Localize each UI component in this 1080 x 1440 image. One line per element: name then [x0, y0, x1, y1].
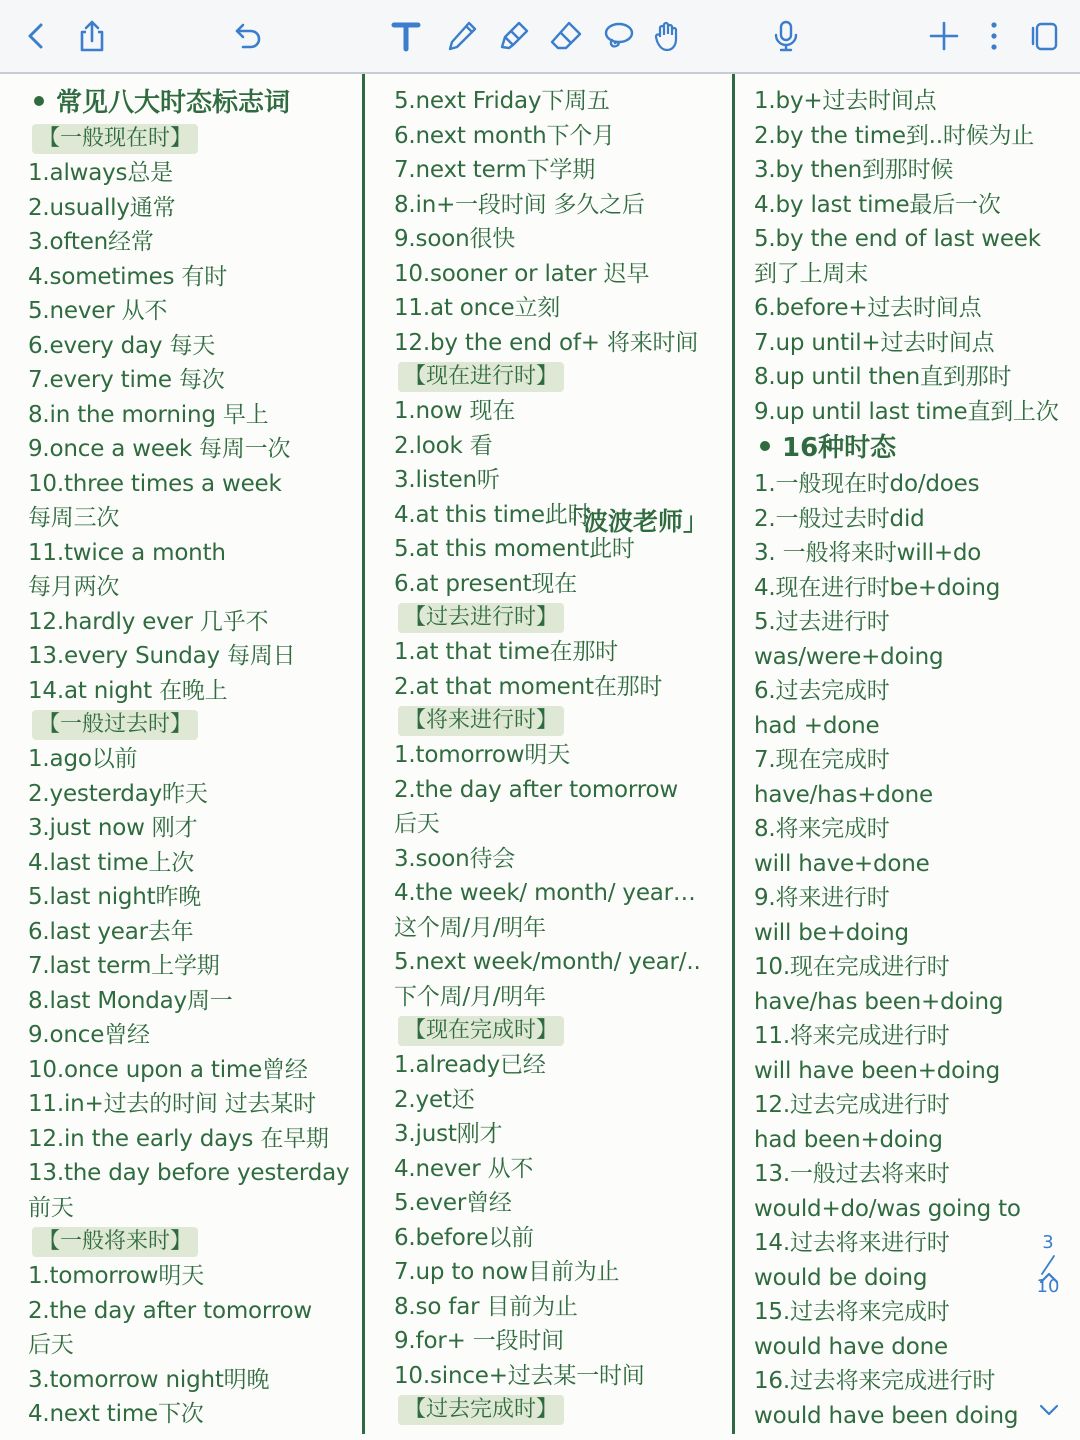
eraser-tool-icon[interactable]: [544, 14, 588, 58]
list-item: 10.sooner or later 迟早: [394, 260, 650, 287]
more-icon[interactable]: [972, 14, 1016, 58]
list-item: 6.every day 每天: [28, 332, 216, 359]
tense-tag: 【现在完成时】: [398, 1016, 564, 1046]
list-item: 4.现在进行时be+doing: [754, 574, 1001, 601]
list-item: 7.up to now目前为止: [394, 1259, 620, 1285]
list-item: 1.at that time在那时: [394, 639, 618, 665]
list-item: 8.so far 目前为止: [394, 1293, 578, 1320]
list-item: 4.at this time此时: [394, 501, 591, 528]
list-item: 13.一般过去将来时: [754, 1161, 950, 1187]
pages-icon[interactable]: [1022, 14, 1066, 58]
list-item: 6.before以前: [394, 1224, 534, 1251]
hand-tool-icon[interactable]: [646, 14, 690, 58]
list-item: 1.tomorrow明天: [28, 1263, 204, 1289]
list-item: 10.three times a week: [28, 470, 282, 497]
bullet-icon: [34, 96, 44, 106]
list-item: 1.already已经: [394, 1052, 546, 1078]
list-item: 13.the day before yesterday: [28, 1160, 350, 1186]
tense-tag: 【一般现在时】: [32, 124, 198, 154]
list-item: have/has been+doing: [754, 988, 1004, 1015]
list-item: 13.every Sunday 每周日: [28, 643, 296, 669]
list-item: will have+done: [754, 850, 930, 877]
list-item: 10.现在完成进行时: [754, 954, 950, 980]
list-item: 9.once a week 每周一次: [28, 436, 291, 462]
list-item: would have been doing: [754, 1402, 1019, 1429]
list-item: 8.up until then直到那时: [754, 364, 1012, 390]
pen-tool-icon[interactable]: [440, 14, 484, 58]
list-item: 每月两次: [28, 574, 120, 600]
list-item: 这个周/月/明年: [394, 914, 546, 941]
list-item: will have been+doing: [754, 1057, 1001, 1084]
total-pages: 10: [1036, 1276, 1060, 1297]
list-item: 6.at present现在: [394, 570, 577, 597]
list-item: 1.tomorrow明天: [394, 742, 570, 768]
column-2: [394, 84, 701, 1427]
list-item: would have done: [754, 1333, 948, 1360]
list-item: 12.in the early days 在早期: [28, 1125, 329, 1152]
toolbar: [0, 0, 1080, 74]
list-item: 7.next term下学期: [394, 157, 596, 183]
note-page[interactable]: [0, 74, 1080, 1440]
list-item: 3.just now 刚才: [28, 815, 198, 841]
list-item: 5.last night昨晚: [28, 884, 202, 910]
lasso-tool-icon[interactable]: [596, 14, 640, 58]
section-heading: [754, 429, 1059, 467]
list-item: 7.every time 每次: [28, 367, 225, 393]
column-divider: [732, 74, 735, 1434]
bullet-icon: [760, 441, 770, 451]
undo-icon[interactable]: [226, 14, 270, 58]
watermark-text: 「波波老师」: [558, 507, 709, 536]
page-indicator: [1028, 1232, 1068, 1298]
list-item: 11.in+过去的时间 过去某时: [28, 1091, 316, 1117]
list-item: 10.once upon a time曾经: [28, 1056, 308, 1083]
tense-tag: 【现在进行时】: [398, 362, 564, 392]
list-item: 12.hardly ever 几乎不: [28, 608, 269, 635]
list-item: would+do/was going to: [754, 1195, 1021, 1222]
list-item: 2.look 看: [394, 432, 493, 459]
tense-tag: 【一般将来时】: [32, 1227, 198, 1257]
list-item: will be+doing: [754, 919, 909, 946]
text-tool-icon[interactable]: [384, 14, 428, 58]
list-item: 到了上周末: [754, 260, 869, 287]
column-divider: [362, 74, 365, 1434]
list-item: 2.usually通常: [28, 194, 176, 221]
highlighter-tool-icon[interactable]: [492, 14, 536, 58]
list-item: 5.by the end of last week: [754, 226, 1041, 252]
chevron-down-icon: [1036, 1400, 1062, 1420]
list-item: 11.twice a month: [28, 539, 226, 566]
list-item: 9.soon很快: [394, 226, 516, 252]
list-item: 12.过去完成进行时: [754, 1092, 950, 1118]
list-item: 11.at once立刻: [394, 295, 561, 321]
list-item: 2.by the time到..时候为止: [754, 122, 1035, 149]
next-page-button[interactable]: [1036, 1400, 1062, 1420]
list-item: 4.never 从不: [394, 1155, 534, 1182]
list-item: 5.next Friday下周五: [394, 88, 610, 114]
list-item: 3.by then到那时候: [754, 157, 954, 183]
list-item: 3.soon待会: [394, 845, 516, 872]
list-item: 1.now 现在: [394, 398, 516, 424]
list-item: 6.next month下个月: [394, 122, 615, 149]
list-item: 3.just刚才: [394, 1121, 503, 1147]
add-icon[interactable]: [922, 14, 966, 58]
list-item: 3.tomorrow night明晚: [28, 1366, 270, 1393]
heading-text: 常见八大时态标志词: [56, 88, 291, 118]
list-item: 8.in+一段时间 多久之后: [394, 191, 645, 218]
list-item: 2.the day after tomorrow: [28, 1297, 312, 1324]
list-item: 5.next week/month/ year/..: [394, 949, 701, 975]
list-item: 5.at this moment此时: [394, 536, 635, 562]
list-item: 后天: [28, 1332, 74, 1358]
current-page: 3: [1042, 1232, 1054, 1253]
list-item: 7.up until+过去时间点: [754, 329, 995, 356]
list-item: 2.一般过去时did: [754, 505, 925, 532]
list-item: 9.once曾经: [28, 1022, 150, 1048]
list-item: 12.by the end of+ 将来时间: [394, 329, 699, 356]
list-item: 6.before+过去时间点: [754, 295, 982, 321]
share-icon[interactable]: [70, 14, 114, 58]
column-3: [754, 84, 1059, 1433]
list-item: 3. 一般将来时will+do: [754, 540, 982, 566]
list-item: 5.ever曾经: [394, 1190, 512, 1216]
list-item: 5.过去进行时: [754, 609, 890, 635]
back-icon[interactable]: [14, 14, 58, 58]
microphone-icon[interactable]: [764, 14, 808, 58]
list-item: 16.过去将来完成进行时: [754, 1368, 996, 1394]
list-item: 8.in the morning 早上: [28, 401, 269, 428]
list-item: 后天: [394, 811, 440, 837]
list-item: 1.by+过去时间点: [754, 88, 937, 114]
list-item: 15.过去将来完成时: [754, 1299, 950, 1325]
list-item: 前天: [28, 1194, 74, 1221]
tense-tag: 【过去进行时】: [398, 603, 564, 633]
list-item: 14.at night 在晚上: [28, 677, 228, 704]
list-item: 9.up until last time直到上次: [754, 398, 1059, 425]
list-item: 4.sometimes 有时: [28, 263, 228, 290]
list-item: 11.将来完成进行时: [754, 1023, 950, 1049]
list-item: 每周三次: [28, 505, 120, 531]
section-heading: [28, 84, 349, 122]
list-item: 9.将来进行时: [754, 885, 890, 911]
list-item: 3.listen听: [394, 467, 500, 493]
list-item: 4.next time下次: [28, 1401, 204, 1427]
list-item: 9.for+ 一段时间: [394, 1328, 564, 1354]
column-1: [28, 84, 349, 1432]
list-item: 10.since+过去某一时间: [394, 1362, 645, 1389]
tense-tag: 【过去完成时】: [398, 1395, 564, 1425]
list-item: was/were+doing: [754, 643, 944, 670]
list-item: 4.the week/ month/ year…: [394, 880, 696, 906]
tense-tag: 【将来进行时】: [398, 706, 564, 736]
list-item: 4.by last time最后一次: [754, 191, 1001, 218]
list-item: 1.always总是: [28, 160, 173, 186]
list-item: 5.never 从不: [28, 298, 168, 324]
list-item: have/has+done: [754, 781, 933, 808]
list-item: 2.at that moment在那时: [394, 673, 663, 700]
list-item: 8.将来完成时: [754, 816, 890, 842]
list-item: 2.the day after tomorrow: [394, 776, 678, 803]
list-item: 7.last term上学期: [28, 953, 220, 979]
list-item: 3.often经常: [28, 229, 154, 255]
list-item: 下个周/月/明年: [394, 983, 546, 1010]
heading-text: 16种时态: [782, 433, 897, 463]
list-item: 4.last time上次: [28, 849, 195, 876]
list-item: 14.过去将来进行时: [754, 1230, 950, 1256]
list-item: 8.last Monday周一: [28, 987, 233, 1014]
list-item: 2.yet还: [394, 1086, 475, 1113]
slash-icon: [1028, 1254, 1068, 1276]
list-item: had +done: [754, 712, 880, 739]
list-item: 1.一般现在时do/does: [754, 471, 980, 497]
list-item: 6.last year去年: [28, 918, 194, 945]
tense-tag: 【一般过去时】: [32, 710, 198, 740]
list-item: 2.yesterday昨天: [28, 780, 208, 807]
list-item: would be doing: [754, 1264, 928, 1291]
list-item: 6.过去完成时: [754, 678, 890, 704]
list-item: had been+doing: [754, 1126, 943, 1153]
list-item: 1.ago以前: [28, 746, 138, 772]
list-item: 7.现在完成时: [754, 747, 890, 773]
